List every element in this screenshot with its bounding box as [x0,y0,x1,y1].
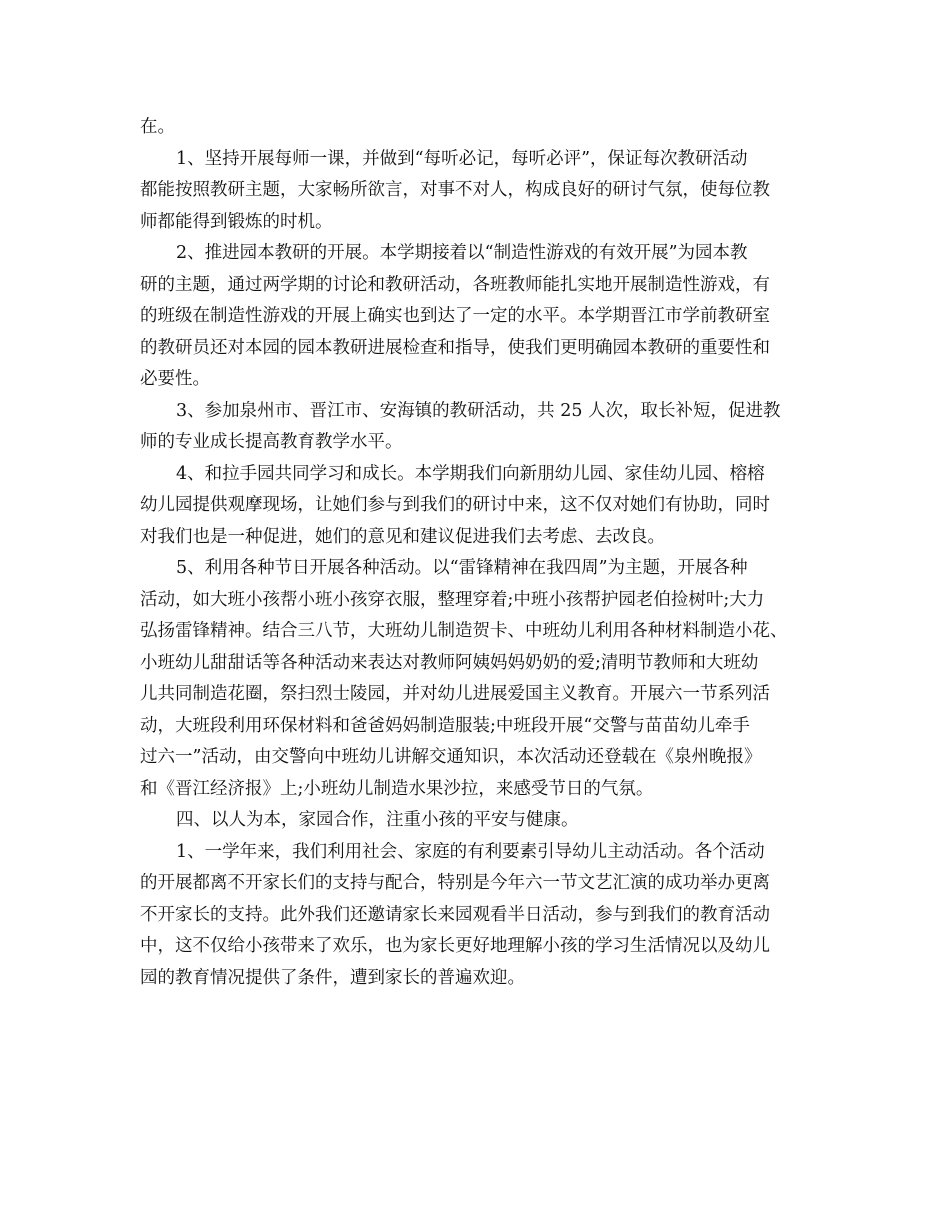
text-line: 不开家长的支持。此外我们还邀请家长来园观看半日活动，参与到我们的教育活动 [140,904,770,925]
text-line: 1、一学年来，我们利用社会、家庭的有利要素引导幼儿主动活动。各个活动 [176,841,765,862]
text-line: 弘扬雷锋精神。结合三八节，大班幼儿制造贺卡、中班幼儿利用各种材料制造小花、 [140,621,788,641]
paragraph [140,238,812,396]
text-line: 幼儿园提供观摩现场，让她们参与到我们的研讨中来，这不仅对她们有协助，同时 [140,495,770,515]
text-line: 在。 [140,117,175,137]
text-line: 对我们也是一种促进，她们的意见和建议促进我们去考虑、去改良。 [140,526,665,547]
paragraph [140,396,812,459]
paragraph [140,553,812,805]
text-line: 小班幼儿甜甜话等各种活动来表达对教师阿姨妈妈奶奶的爱;清明节教师和大班幼 [140,652,759,673]
paragraph [140,144,812,239]
text-line: 儿共同制造花圈，祭扫烈士陵园，并对幼儿进展爱国主义教育。开展六一节系列活 [140,684,770,704]
text-line: 2、推进园本教研的开展。本学期接着以“制造性游戏的有效开展”为园本教 [176,243,748,263]
text-line: 4、和拉手园共同学习和成长。本学期我们向新朋幼儿园、家佳幼儿园、榕榕 [176,463,765,484]
text-line: 园的教育情况提供了条件，遭到家长的普遍欢迎。 [140,967,525,988]
text-line: 的教研员还对本园的园本教研进展检查和指导，使我们更明确园本教研的重要性和 [140,337,770,358]
text-line: 动，大班段利用环保材料和爸爸妈妈制造服装;中班段开展“交警与苗苗幼儿牵手 [140,715,750,736]
text-line: 的开展都离不开家长们的支持与配合，特别是今年六一节文艺汇演的成功举办更离 [140,873,770,893]
paragraph [140,112,812,144]
text-line: 都能按照教研主题，大家畅所欲言，对事不对人，构成良好的研讨气氛，使每位教 [140,180,770,200]
text-line: 必要性。 [140,369,210,389]
text-line: 1、坚持开展每师一课，并做到“每听必记，每听必评”，保证每次教研活动 [176,148,748,169]
text-line: 师都能得到锻炼的时机。 [140,211,333,232]
paragraph [140,459,812,554]
text-line: 过六一”活动，由交警向中班幼儿讲解交通知识，本次活动还登载在《泉州晚报》 [140,747,762,767]
text-line: 中，这不仅给小孩带来了欢乐，也为家长更好地理解小孩的学习生活情况以及幼儿 [140,936,770,956]
paragraph [140,837,812,995]
paragraph [140,805,812,837]
text-line: 5、利用各种节日开展各种活动。以“雷锋精神在我四周”为主题，开展各种 [176,558,748,578]
text-line: 师的专业成长提高教育教学水平。 [140,432,403,452]
text-line: 四、以人为本，家园合作，注重小孩的平安与健康。 [176,810,579,830]
text-line: 3、参加泉州市、晋江市、安海镇的教研活动，共 25 人次，取长补短，促进教 [176,400,781,421]
document-page [140,112,812,994]
text-line: 活动，如大班小孩帮小班小孩穿衣服，整理穿着;中班小孩帮护园老伯捡树叶;大力 [140,589,765,610]
text-line: 研的主题，通过两学期的讨论和教研活动，各班教师能扎实地开展制造性游戏，有 [140,274,770,295]
text-line: 的班级在制造性游戏的开展上确实也到达了一定的水平。本学期晋江市学前教研室 [140,306,770,326]
text-line: 和《晋江经济报》上;小班幼儿制造水果沙拉，来感受节日的气氛。 [140,778,654,799]
